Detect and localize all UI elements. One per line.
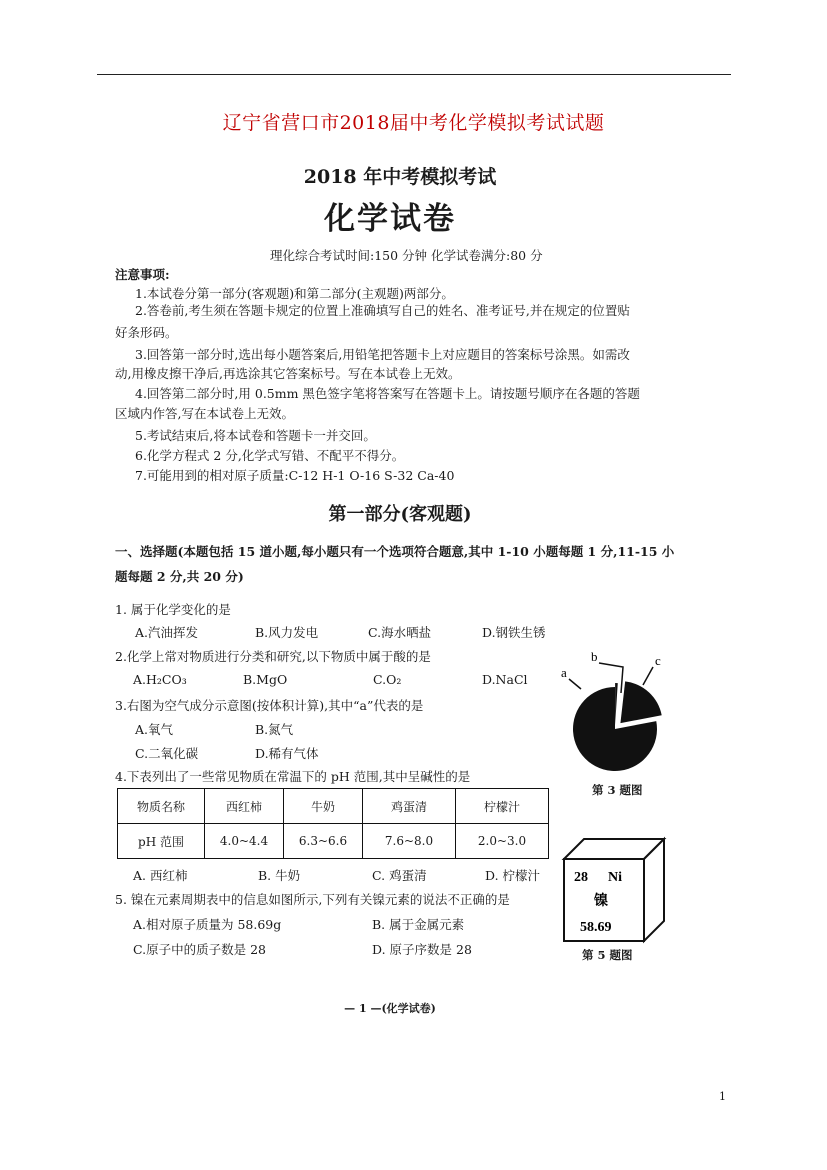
air-composition-pie xyxy=(555,645,675,775)
ph-table xyxy=(117,788,549,859)
note-line: 动,用橡皮擦干净后,再选涂其它答案标号。写在本试卷上无效。 xyxy=(115,366,461,381)
note-line: 2.答卷前,考生须在答题卡规定的位置上准确填写自己的姓名、准考证号,并在规定的位置贴 xyxy=(135,303,630,318)
page-number: 1 xyxy=(719,1090,726,1103)
q4-option-b: B. 牛奶 xyxy=(258,868,301,883)
table-header-cell: 西红柿 xyxy=(205,789,284,824)
q2-option-a: A.H₂CO₃ xyxy=(133,672,187,687)
note-line: 6.化学方程式 2 分,化学式写错、不配平不得分。 xyxy=(135,448,405,463)
exam-subject-title: 化学试卷 xyxy=(324,201,456,237)
part1-title: 第一部分(客观题) xyxy=(328,504,472,525)
pie-label-a: a xyxy=(561,665,567,680)
q3-option-d: D.稀有气体 xyxy=(255,746,319,761)
q3-figure-caption: 第 3 题图 xyxy=(592,783,643,797)
q4-stem: 4.下表列出了一些常见物质在常温下的 pH 范围,其中呈碱性的是 xyxy=(115,769,471,784)
q5-stem: 5. 镍在元素周期表中的信息如图所示,下列有关镍元素的说法不正确的是 xyxy=(115,892,510,907)
pie-leader-c xyxy=(643,667,653,685)
note-line: 4.回答第二部分时,用 0.5mm 黑色签字笔将答案写在答题卡上。请按题号顺序在各题的答题 xyxy=(135,386,640,401)
pie-slice-b xyxy=(615,683,618,725)
q2-stem: 2.化学上常对物质进行分类和研究,以下物质中属于酸的是 xyxy=(115,649,431,664)
table-row xyxy=(118,789,549,824)
pie-slice-c xyxy=(620,681,661,723)
q1-option-b: B.风力发电 xyxy=(255,625,319,640)
table-row xyxy=(118,824,549,859)
note-line: 1.本试卷分第一部分(客观题)和第二部分(主观题)两部分。 xyxy=(135,286,454,301)
exam-page-footer: — 1 —(化学试卷) xyxy=(344,1002,436,1015)
q4-option-d: D. 柠檬汁 xyxy=(485,868,541,883)
table-header-cell: 鸡蛋清 xyxy=(363,789,456,824)
q5-option-b: B. 属于金属元素 xyxy=(372,917,465,932)
table-cell: 4.0~4.4 xyxy=(205,824,284,859)
element-name: 镍 xyxy=(594,893,608,909)
q5-option-d: D. 原子序数是 28 xyxy=(372,942,472,957)
q2-option-c: C.O₂ xyxy=(373,672,402,687)
element-number: 28 xyxy=(574,870,588,885)
q4-option-a: A. 西红柿 xyxy=(133,868,188,883)
table-header-cell: 牛奶 xyxy=(284,789,363,824)
q5-option-c: C.原子中的质子数是 28 xyxy=(133,942,266,957)
table-cell: 6.3~6.6 xyxy=(284,824,363,859)
nickel-element-card xyxy=(560,835,670,945)
q3-stem: 3.右图为空气成分示意图(按体积计算),其中“a”代表的是 xyxy=(115,698,424,713)
pie-leader-a xyxy=(569,679,581,689)
q1-option-a: A.汽油挥发 xyxy=(135,625,199,640)
table-header-cell: 物质名称 xyxy=(118,789,205,824)
q2-option-d: D.NaCl xyxy=(482,672,528,687)
note-line: 区域内作答,写在本试卷上无效。 xyxy=(115,406,294,421)
note-line: 3.回答第一部分时,选出每小题答案后,用铅笔把答题卡上对应题目的答案标号涂黑。如需改 xyxy=(135,347,630,362)
table-header-cell: 柠檬汁 xyxy=(456,789,549,824)
exam-meta: 理化综合考试时间:150 分钟 化学试卷满分:80 分 xyxy=(270,248,543,263)
q1-option-d: D.钢铁生锈 xyxy=(482,625,546,640)
part1-instructions: 一、选择题(本题包括 15 道小题,每小题只有一个选项符合题意,其中 1-10 小题每题 1 分,11-15 小 xyxy=(115,544,675,559)
q3-option-c: C.二氧化碳 xyxy=(135,746,199,761)
notes-heading: 注意事项: xyxy=(115,267,170,282)
top-rule xyxy=(97,74,731,75)
pie-slices xyxy=(573,681,662,771)
q5-option-a: A.相对原子质量为 58.69g xyxy=(133,917,282,932)
element-mass: 58.69 xyxy=(580,920,612,935)
table-cell: pH 范围 xyxy=(118,824,205,859)
q3-option-b: B.氮气 xyxy=(255,722,294,737)
pie-label-c: c xyxy=(655,653,661,668)
note-line: 7.可能用到的相对原子质量:C-12 H-1 O-16 S-32 Ca-40 xyxy=(135,468,455,483)
q2-option-b: B.MgO xyxy=(243,672,288,687)
q4-option-c: C. 鸡蛋清 xyxy=(372,868,427,883)
q1-stem: 1. 属于化学变化的是 xyxy=(115,602,231,617)
q3-option-a: A.氧气 xyxy=(135,722,174,737)
pie-label-b: b xyxy=(591,649,598,664)
table-cell: 7.6~8.0 xyxy=(363,824,456,859)
element-symbol: Ni xyxy=(608,870,622,885)
document-title: 辽宁省营口市2018届中考化学模拟考试试题 xyxy=(222,112,605,134)
q5-figure-caption: 第 5 题图 xyxy=(582,948,633,962)
q1-option-c: C.海水晒盐 xyxy=(368,625,432,640)
part1-instructions: 题每题 2 分,共 20 分) xyxy=(115,569,244,584)
table-cell: 2.0~3.0 xyxy=(456,824,549,859)
note-line: 5.考试结束后,将本试卷和答题卡一并交回。 xyxy=(135,428,376,443)
note-line: 好条形码。 xyxy=(115,325,178,340)
exam-year-title: 2018 年中考模拟考试 xyxy=(303,166,497,188)
